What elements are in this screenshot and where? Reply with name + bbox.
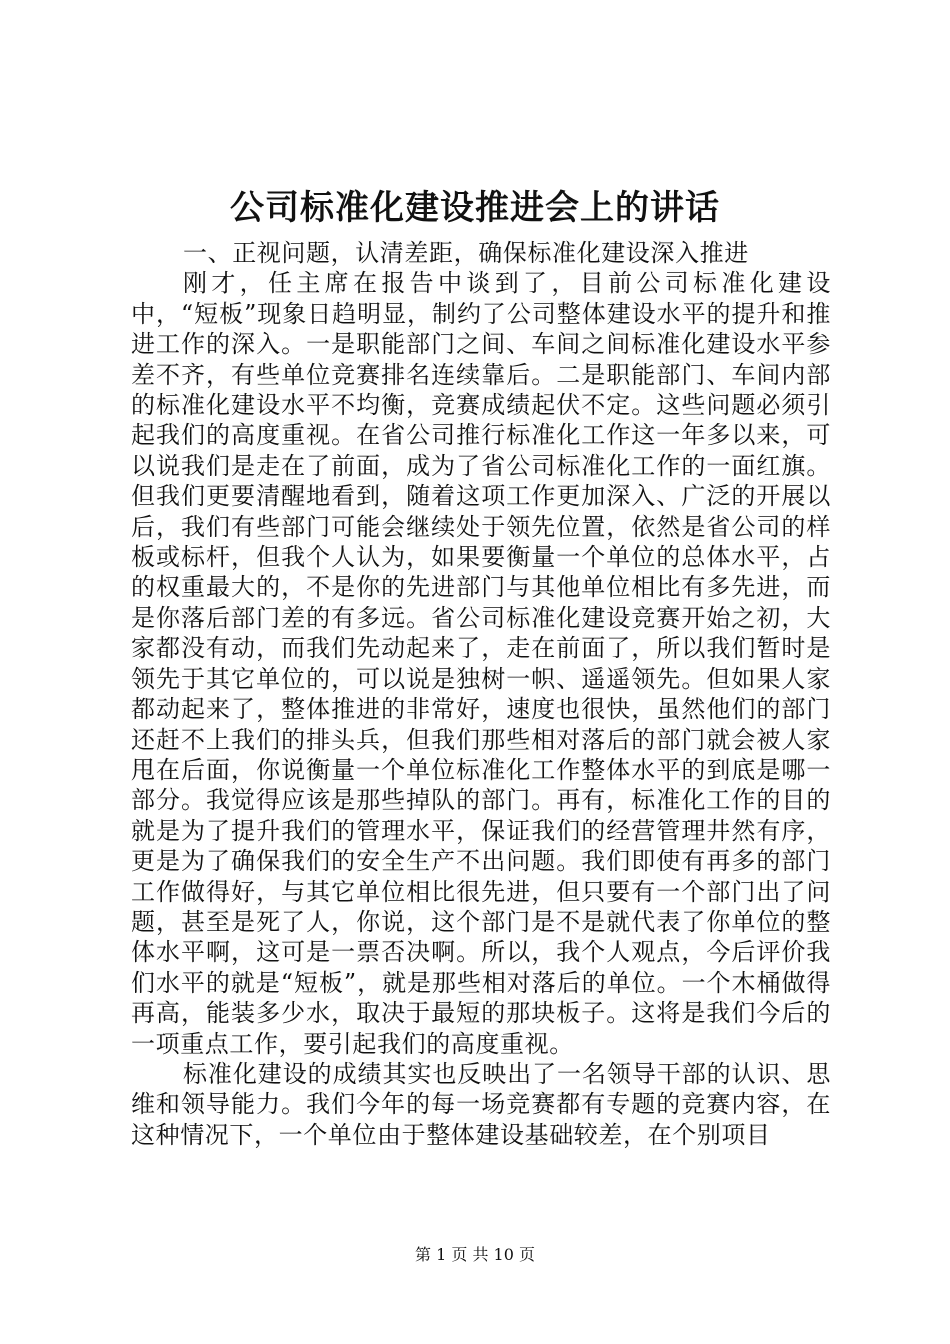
paragraph-2: 标准化建设的成绩其实也反映出了一名领导干部的认识、思维和领导能力。我们今年的每一场竞赛都有专题的竞赛内容，在这种情况下，一个单位由于整体建设基础较差，在个别项目 bbox=[131, 1059, 831, 1149]
page-footer: 第 1 页 共 10 页 bbox=[415, 1245, 535, 1264]
paragraph-1: 刚才，任主席在报告中谈到了，目前公司标准化建设中，“短板”现象日趋明显，制约了公司整体建设水平的提升和推进工作的深入。一是职能部门之间、车间之间标准化建设水平参差不齐，有些单位竞赛排名连续靠后。二是职能部门、车间内部的标准化建设水平不均衡，竞赛成绩起伏不定。这些问题必须引起我们的高度重视。在省公司推行标准化工作这一年多以来，可以说我们是走在了前面，成为了省公司标准化工作的一面红旗。但我们更要清醒地看到，随着这项工作更加深入、广泛的开展以后，我们有些部门可能会继续处于领先位置，依然是省公司的样板或标杆，但我个人认为，如果要衡量一个单位的总体水平，占的权重最大的，不是你的先进部门与其他单位相比有多先进，而是你落后部门差的有多远。省公司标准化建设竞赛开始之初，大家都没有动，而我们先动起来了，走在前面了，所以我们暂时是领先于其它单位的，可以说是独树一帜、遥遥领先。但如果人家都动起来了，整体推进的非常好，速度也很快，虽然他们的部门还赶不上我们的排头兵，但我们那些相对落后的部门就会被人家甩在后面，你说衡量一个单位标准化工作整体水平的到底是哪一部分。我觉得应该是那些掉队的部门。再有，标准化工作的目的就是为了提升我们的管理水平，保证我们的经营管理井然有序，更是为了确保我们的安全生产不出问题。我们即使有再多的部门工作做得好，与其它单位相比很先进，但只要有一个部门出了问题，甚至是死了人，你说，这个部门是不是就代表了你单位的整体水平啊，这可是一票否决啊。所以，我个人观点，今后评价我们水平的就是“短板”，就是那些相对落后的单位。一个木桶做得再高，能装多少水，取决于最短的那块板子。这将是我们今后的一项重点工作，要引起我们的高度重视。 bbox=[131, 269, 831, 1058]
document-title: 公司标准化建设推进会上的讲话 bbox=[230, 188, 720, 228]
section-heading: 一、正视问题，认清差距，确保标准化建设深入推进 bbox=[183, 239, 749, 267]
document-body bbox=[131, 238, 831, 1150]
